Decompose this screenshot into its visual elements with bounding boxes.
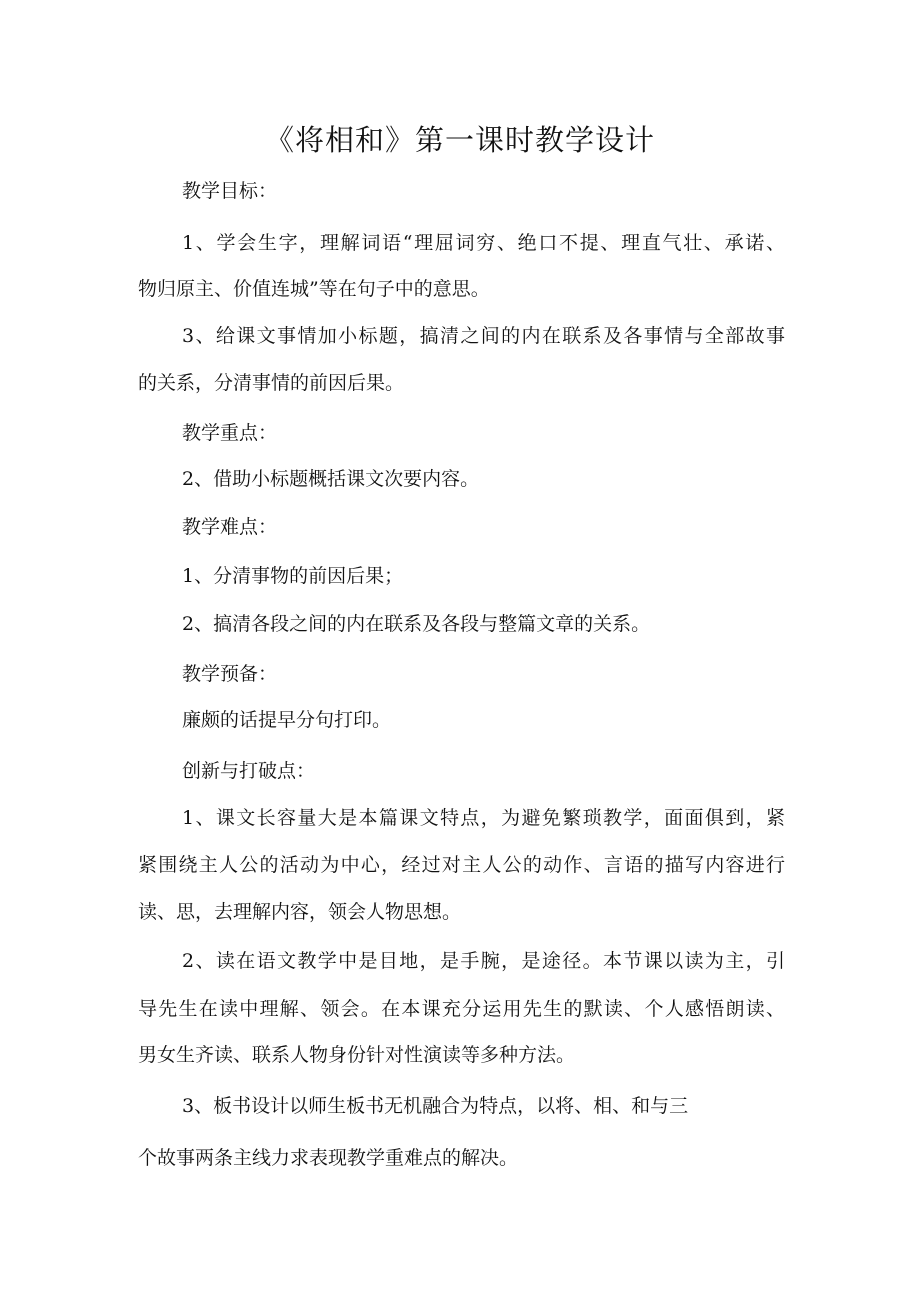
section-heading-goals: 教学目标： — [182, 180, 278, 202]
section-heading-innovation: 创新与打破点： — [182, 760, 316, 782]
section-heading-difficulties: 教学难点： — [182, 516, 278, 538]
goal-3-line-2: 的关系，分清事情的前因后果。 — [138, 372, 405, 394]
preparation-text: 廉颇的话提早分句打印。 — [182, 709, 392, 731]
goal-1-line-2: 物归原主、价值连城”等在句子中的意思。 — [138, 278, 490, 300]
goal-1-line-1: 1、学会生字，理解词语“理屈词穷、绝口不提、理直气壮、承诺、 — [182, 232, 785, 254]
difficulty-2: 2、搞清各段之间的内在联系及各段与整篇文章的关系。 — [182, 613, 651, 635]
innovation-3-line-1: 3、板书设计以师生板书无机融合为特点，以将、相、和与三 — [182, 1095, 689, 1117]
innovation-2-line-3: 男女生齐读、联系人物身份针对性演读等多种方法。 — [138, 1044, 576, 1066]
document-title: 《将相和》第一课时教学设计 — [264, 123, 655, 157]
key-point-2: 2、借助小标题概括课文次要内容。 — [182, 468, 480, 490]
goal-3-line-1: 3、给课文事情加小标题，搞清之间的内在联系及各事情与全部故事 — [182, 325, 785, 347]
section-heading-preparation: 教学预备： — [182, 663, 278, 685]
innovation-1-line-3: 读、思，去理解内容，领会人物思想。 — [138, 901, 462, 923]
innovation-1-line-2: 紧围绕主人公的活动为中心，经过对主人公的动作、言语的描写内容进行 — [138, 854, 785, 876]
innovation-2-line-1: 2、读在语文教学中是目地，是手腕，是途径。本节课以读为主，引 — [182, 950, 785, 972]
innovation-3-line-2: 个故事两条主线力求表现教学重难点的解决。 — [138, 1147, 519, 1169]
section-heading-key-points: 教学重点： — [182, 422, 278, 444]
innovation-1-line-1: 1、课文长容量大是本篇课文特点，为避免繁琐教学，面面俱到，紧 — [182, 807, 785, 829]
difficulty-1: 1、分清事物的前因后果； — [182, 565, 404, 587]
innovation-2-line-2: 导先生在读中理解、领会。在本课充分运用先生的默读、个人感悟朗读、 — [138, 998, 785, 1020]
